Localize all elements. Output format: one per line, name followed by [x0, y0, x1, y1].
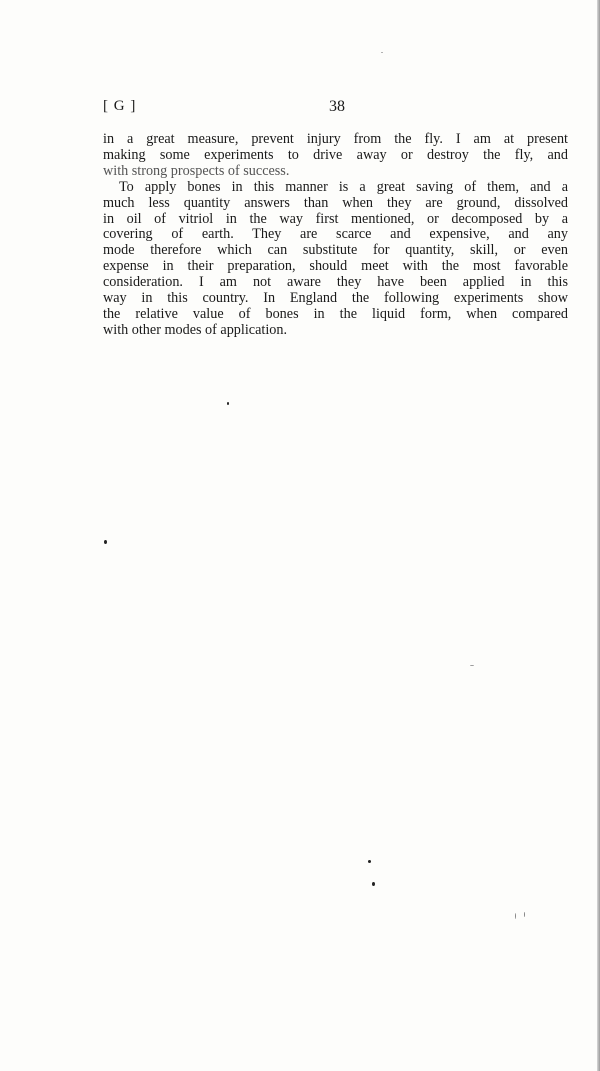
- text-line: with strong prospects of success.: [103, 162, 290, 179]
- text-line: covering of earth. They are scarce and expensive, and any: [103, 226, 568, 243]
- text-line: in oil of vitriol in the way first mentioned, or decomposed by a: [103, 210, 568, 227]
- text-line: making some experiments to drive away or destroy the fly, and: [103, 146, 568, 163]
- scan-speck: [524, 912, 525, 917]
- scan-speck: [470, 665, 474, 666]
- scan-speck: [515, 913, 516, 919]
- scan-speck: [104, 540, 107, 544]
- text-line: with other modes of application.: [103, 321, 288, 338]
- text-line: in a great measure, prevent injury from the fly. I am at present: [103, 131, 568, 147]
- text-line: the relative value of bones in the liquid form, when compared: [103, 305, 568, 322]
- page-header: [103, 98, 568, 118]
- text-line: way in this country. In England the following experiments show: [103, 290, 568, 307]
- text-line: consideration. I am not aware they have been applied in this: [103, 274, 568, 291]
- text-line: To apply bones in this manner is a great saving of them, and a: [119, 178, 568, 195]
- text-line: much less quantity answers than when they are ground, dissolved: [103, 194, 568, 211]
- text-line: mode therefore which can substitute for quantity, skill, or even: [103, 242, 568, 259]
- text-line: expense in their preparation, should meet with the most favorable: [103, 258, 568, 275]
- page-number: 38: [329, 98, 345, 115]
- scan-speck: [381, 52, 383, 53]
- body-text: [103, 132, 568, 339]
- scan-speck: [372, 882, 375, 886]
- signature-mark: [ G ]: [103, 98, 137, 114]
- scan-speck: [368, 860, 371, 863]
- paragraph-2: [103, 180, 568, 339]
- scan-speck: [227, 402, 229, 405]
- paragraph-1: [103, 132, 568, 180]
